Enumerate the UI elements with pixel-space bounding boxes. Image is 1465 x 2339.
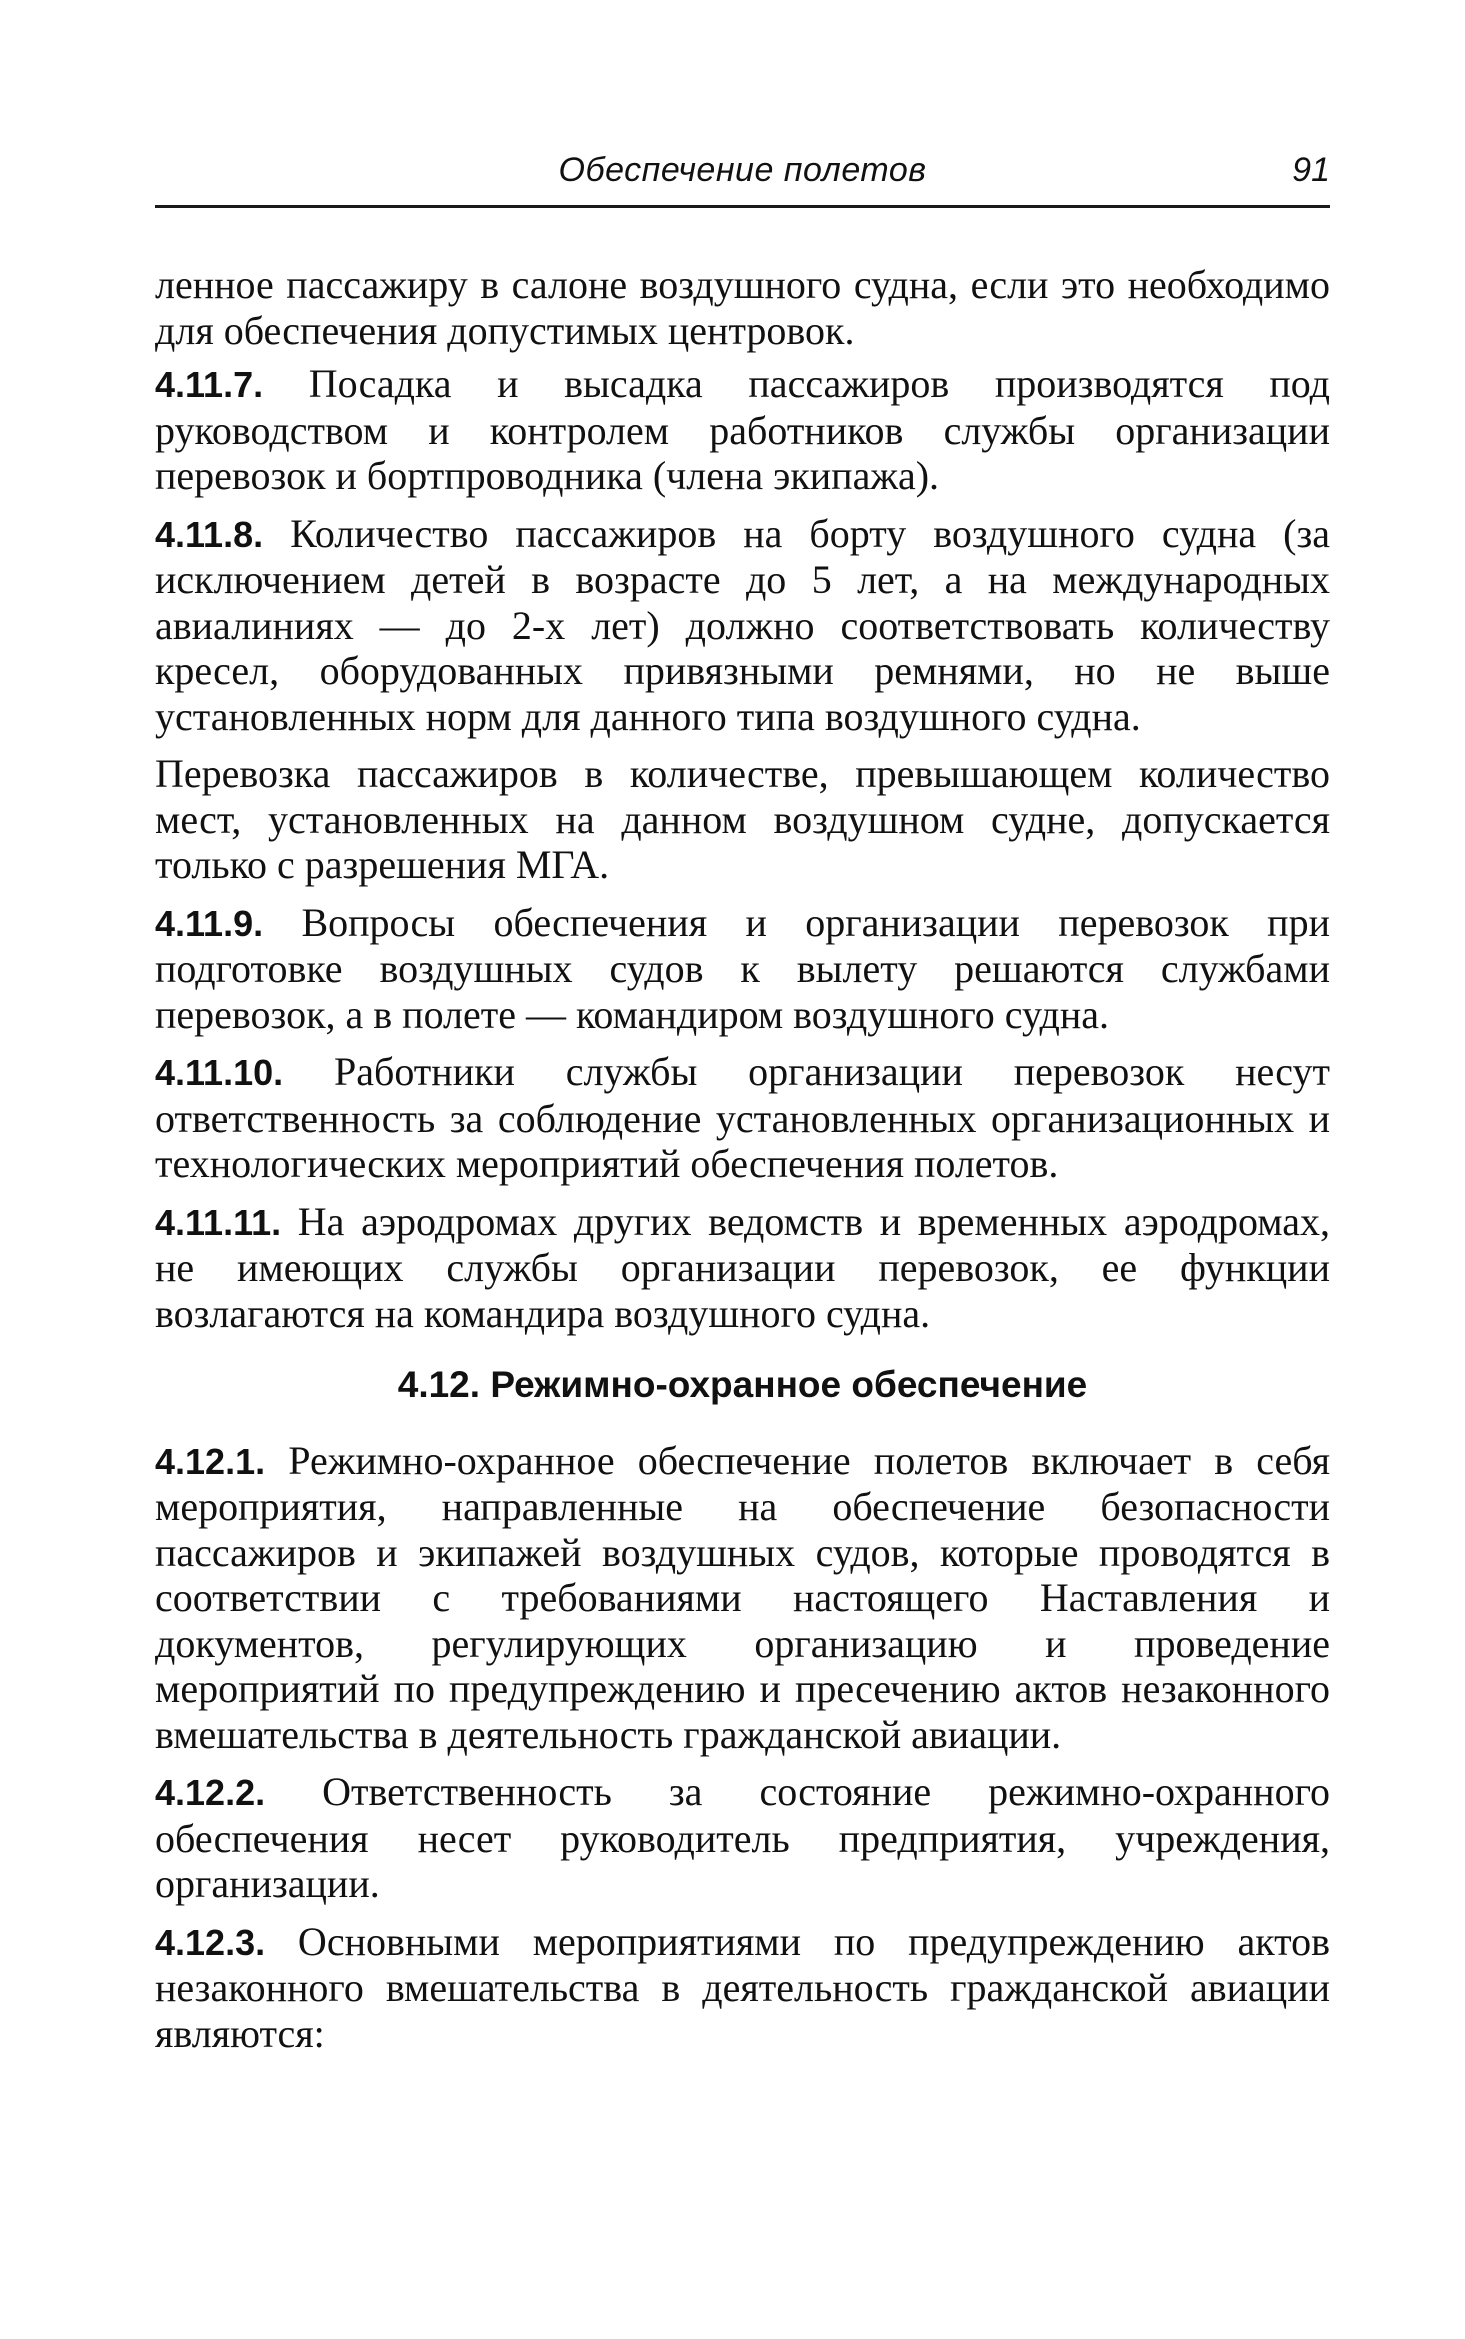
paragraph-4-11-7 (155, 361, 1330, 499)
paragraph-text: Количество пассажиров на борту воздушного судна (за исключением детей в возрасте до 5 лет, а на международных авиалиниях — до 2-х лет) должно соответствовать количеству кресел, оборудованных привязными ремнями, но не выше установленных норм для данного типа воздушного судна. (155, 510, 1330, 739)
paragraph-overload-note (155, 751, 1330, 888)
paragraph-text: На аэродромах других ведомств и временных аэродромах, не имеющих службы организации перевозок, ее функции возлагаются на командира воздушного судна. (155, 1198, 1330, 1336)
clause-number: 4.12.2. (155, 1772, 266, 1813)
paragraph-4-11-9 (155, 900, 1330, 1038)
clause-number: 4.11.8. (155, 513, 264, 555)
paragraph-continuation (155, 262, 1330, 353)
running-header (155, 145, 1330, 208)
clause-number: 4.11.9. (155, 902, 264, 944)
paragraph-text: Перевозка пассажиров в количестве, превышающем количество мест, установленных на данном воздушном судне, допускается только с разрешения МГА. (155, 751, 1330, 887)
paragraph-text: ленное пассажиру в салоне воздушного судна, если это необходимо для обеспечения допустимых центровок. (155, 262, 1330, 353)
paragraph-text: Режимно-охранное обеспечение полетов включает в себя мероприятия, направленные на обеспечение безопасности пассажиров и экипажей воздушных судов, которые проводятся в соответствии с требованиями настоящего Наставления и документов, регулирующих организацию и проведение мероприятий по предупреждению и пресечению актов незаконного вмешательства в деятельность гражданской авиации. (155, 1437, 1330, 1757)
paragraph-4-11-10 (155, 1049, 1330, 1187)
clause-number: 4.11.10. (155, 1052, 284, 1093)
clause-number: 4.11.7. (155, 364, 264, 405)
page-number: 91 (1292, 151, 1330, 189)
paragraph-4-12-3 (155, 1919, 1330, 2057)
paragraph-text: Вопросы обеспечения и организации перевозок при подготовке воздушных судов к вылету решаются службами перевозок, а в полете — командиром воздушного судна. (155, 899, 1330, 1037)
paragraph-4-12-2 (155, 1769, 1330, 1907)
paragraph-4-11-8 (155, 511, 1330, 740)
paragraph-4-12-1 (155, 1438, 1330, 1758)
clause-number: 4.12.1. (155, 1440, 266, 1482)
section-heading: 4.12. Режимно-охранное обеспечение (397, 1364, 1088, 1405)
book-page (155, 145, 1330, 2068)
paragraph-text: Работники службы организации перевозок несут ответственность за соблюдение установленных организационных и технологических мероприятий обеспечения полетов. (155, 1049, 1330, 1186)
paragraph-text: Основными мероприятиями по предупреждению актов незаконного вмешательства в деятельность гражданской авиации являются: (155, 1918, 1330, 2056)
paragraph-4-11-11 (155, 1199, 1330, 1337)
paragraph-text: Ответственность за состояние режимно-охранного обеспечения несет руководитель предприятия, учреждения, организации. (155, 1769, 1330, 1906)
clause-number: 4.12.3. (155, 1921, 266, 1963)
clause-number: 4.11.11. (155, 1201, 282, 1243)
paragraph-text: Посадка и высадка пассажиров производятся под руководством и контролем работников службы организации перевозок и бортпроводника (члена экипажа). (155, 361, 1330, 498)
body-text (155, 262, 1330, 2056)
running-title: Обеспечение полетов (558, 151, 927, 189)
